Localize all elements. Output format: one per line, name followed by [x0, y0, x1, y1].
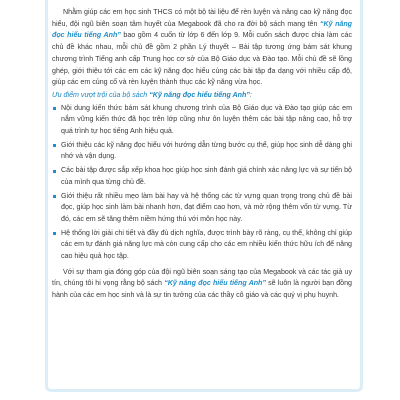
intro-text-part1: Nhằm giúp các em học sinh THCS có một bộ tài liệu để rèn luyện và nâng cao kỹ năng đọc hiểu, đội ngũ biên soạn tâm huyết của Megabook đã cho ra đời bộ sách mang tên [52, 8, 352, 28]
advantages-lead-text: Ưu điểm vượt trội của bộ sách [52, 90, 150, 99]
advantage-item: Các bài tập được sắp xếp khoa học giúp học sinh đánh giá chính xác năng lực và sự tiến bộ của mình qua từng chủ đề. [52, 165, 352, 188]
advantage-item: Nội dung kiến thức bám sát khung chương trình của Bộ Giáo dục và Đào tạo giúp các em nắm vững kiến thức đã học trên lớp cũng như ôn luyện thêm các bài tập nâng cao, hỗ trợ quá trình tự học tiếng Anh hiệu quả. [52, 103, 352, 138]
intro-text-part2: bao gồm 4 cuốn từ lớp 6 đến lớp 9. Mỗi cuốn sách được chia làm các chủ đề khác nhau, mỗi chủ đề gồm 2 phần Lý thuyết – Bài tập tương ứng bám sát khung chương trình Tiếng anh cấp Trung học cơ sở của Bộ Giáo dục và Đào tạo. Mỗi chủ đề sẽ lồng ghép, giới thiệu tới các em các kỹ năng đọc hiểu cùng các bài tập đa dạng với nhiều cấp độ, giúp các em củng cố và rèn luyện thành thục các kỹ năng vừa học. [52, 31, 353, 87]
advantages-lead-colon: : [249, 90, 252, 99]
advantage-item: Hệ thống lời giải chi tiết và đầy đủ dịch nghĩa, được trình bày rõ ràng, cụ thể, không chỉ giúp các em tự đánh giá năng lực mà còn cung cấp cho các em nhiều kiến thức hữu ích để nâng cao hiệu quả học tập. [52, 228, 352, 263]
closing-text-part2: sẽ luôn là người bạn đồng hành của các em học sinh và là sự tin tưởng của các thầy cô giáo và các quý vị phụ huynh. [52, 279, 352, 300]
intro-paragraph [52, 7, 352, 89]
preface-content [52, 7, 352, 302]
advantage-item: Giới thiệu rất nhiều mẹo làm bài hay và hệ thống các từ vựng quan trọng trong chủ đề bài đọc, giúp học sinh làm bài nhanh hơn, đạt điểm cao hơn, và mở rộng thêm vốn từ vựng. Từ đó, các em sẽ tăng thêm niềm hứng thú với môn học này. [52, 191, 352, 226]
closing-paragraph [52, 267, 352, 302]
series-name-highlight: “Kỹ năng đọc hiểu tiếng Anh” [52, 19, 353, 40]
advantages-list [52, 103, 352, 263]
series-name-highlight: “Kỹ năng đọc hiểu tiếng Anh” [164, 279, 266, 288]
advantages-heading [52, 90, 352, 102]
closing-text-part1: Với sự tham gia đóng góp của đội ngũ biên soạn sáng tạo của Megabook và các tác giả uy tín, chúng tôi hi vọng rằng bộ sách [52, 267, 352, 288]
series-name-highlight: “Kỹ năng đọc hiểu tiếng Anh” [149, 90, 250, 99]
advantage-item: Giới thiệu các kỹ năng đọc hiểu với hướng dẫn từng bước cụ thể, giúp học sinh dễ dàng ghi nhớ và vận dụng. [52, 140, 352, 163]
